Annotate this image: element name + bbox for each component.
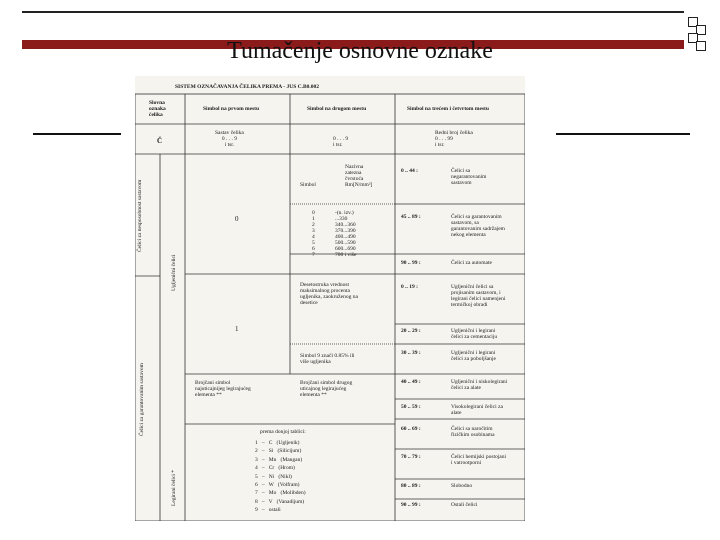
legend-row: 6 – W (Volfram) (255, 482, 300, 488)
strength-ranges: -(n. izv.) ...330 340...360 370...390 400...490 500...590 600...690 700 i više (335, 210, 357, 258)
first-digit-zero: 0 (235, 215, 239, 223)
nazivna-label: Nazivna zatezna čvrstoća Rm[N/mm²] (345, 164, 373, 188)
range-label: 30 .. 39 : (401, 350, 421, 356)
legend-row: 5 – Ni (Nikl) (255, 473, 292, 480)
right-rule (556, 133, 690, 135)
vert-label-garantovani: Čelici za garantovanim sastavom (139, 363, 145, 436)
legend-row: 2 – Si (Silicijum) (255, 448, 302, 455)
vert-label-ugljenicni: Ugljenični čelici (171, 254, 177, 291)
range-label: 60 .. 69 : (401, 426, 421, 432)
range-description: Ugljenični i legirani čelici za poboljšanje (451, 350, 496, 362)
legend-row: 9 – ostali (255, 507, 285, 514)
range-description: Ostali čelici (451, 502, 478, 508)
range-label: 45 .. 89 : (401, 214, 421, 220)
range-label: 0 .. 44 : (401, 168, 418, 174)
letter-c: Č (157, 137, 163, 145)
bivalent-left: Brojčani simbol najuticajnijeg legirajućeg elementa ** (195, 380, 251, 398)
scanned-table-image (135, 76, 525, 521)
col-header-prvo: Simbol na prvom mestu (203, 106, 260, 112)
top-rule (22, 11, 684, 13)
vert-label-sastav: Čelici za nesposobnost sastavom (137, 179, 143, 252)
range-description: Ugljenični čelici sa projisanim sastavom, i legirani čelici namenjeni termičkoj obradi (451, 284, 506, 308)
range-description: Ugljenični i niskolegirani čelici za alate (451, 379, 508, 391)
range-description: Čelici sa garantovanim sastavom, sa garantovanim sadržajem nekog elementa (451, 214, 505, 238)
range-description: Čelici hemijski postojani i vatrootporni (451, 454, 506, 466)
legend-row: 1 – C (Ugljenik) (255, 440, 300, 446)
ugljenik-note: Simbol 9 znači 0.85% ili više ugljenika (300, 353, 355, 365)
sastav-label: Sastav čelika 0 . . . 9 i tsr. (215, 130, 244, 148)
range-label: 90 .. 99 : (401, 502, 421, 508)
right-column (395, 76, 525, 521)
col-header-drugo: Simbol na drugom mestu (307, 106, 367, 112)
col-header-trece: Simbol na trećem i četvrtom mestu (407, 106, 489, 112)
range-label: 70 .. 79 : (401, 454, 421, 460)
range-label: 80 .. 89 : (401, 483, 421, 489)
range-label: 0 .. 19 : (401, 284, 418, 290)
range-label: 90 .. 99 : (401, 260, 421, 266)
range-label: 40 .. 49 : (401, 379, 421, 385)
legend-row: 3 – Mn (Mangan) (255, 456, 303, 463)
doc-heading: SISTEM OZNAČAVANJA ČELIKA PREMA - JUS C.B0.002 (175, 84, 320, 90)
legend-row: 4 – Cr (Hrom) (255, 465, 295, 472)
range-label: 20 .. 29 : (401, 328, 421, 334)
title-decoration (0, 11, 706, 40)
range-description: Čelici za automate (451, 260, 492, 266)
legend-row: 7 – Mo (Molibden) (255, 490, 306, 497)
range-description: Čelici sa naročitim fizičkim osobinama (451, 426, 495, 438)
redni-broj: Redni broj čelika 0 . . . 99 i tsr. (435, 130, 473, 148)
bivalent-right: Brojčani simbol drugog uticajnog legirajućeg elementa ** (300, 380, 353, 398)
range-description: Visokolegirani čelici za alate (451, 404, 503, 416)
legend-row: 8 – V (Vanadijum) (255, 498, 305, 505)
drugo-range: 0 . . . 9 i tsr. (333, 136, 349, 148)
vert-label-legirani: Legirani čelici * (171, 469, 177, 506)
range-description: Slobodno (451, 483, 473, 489)
col-header-oznaka: Slovna oznaka čelika (149, 100, 166, 118)
range-description: Čelici sa negarantovanim sastavom (451, 168, 487, 186)
desc-block: Desetostruka vrednost maksimalnog procenta ugljenika, zaokruženog na desetice (300, 282, 358, 306)
simbol-label: Simbol (300, 182, 316, 188)
range-description: Ugljenični i legirani čelici za cementaciju (451, 328, 498, 340)
slide-title: Tumačenje osnovne oznake (227, 38, 493, 64)
left-rule (33, 133, 121, 135)
first-digit-one: 1 (235, 325, 239, 333)
simbol-digits: 0 1 2 3 4 5 6 7 (312, 210, 315, 258)
range-label: 50 .. 59 : (401, 404, 421, 410)
legend-title: prema donjoj tablici: (260, 429, 306, 435)
